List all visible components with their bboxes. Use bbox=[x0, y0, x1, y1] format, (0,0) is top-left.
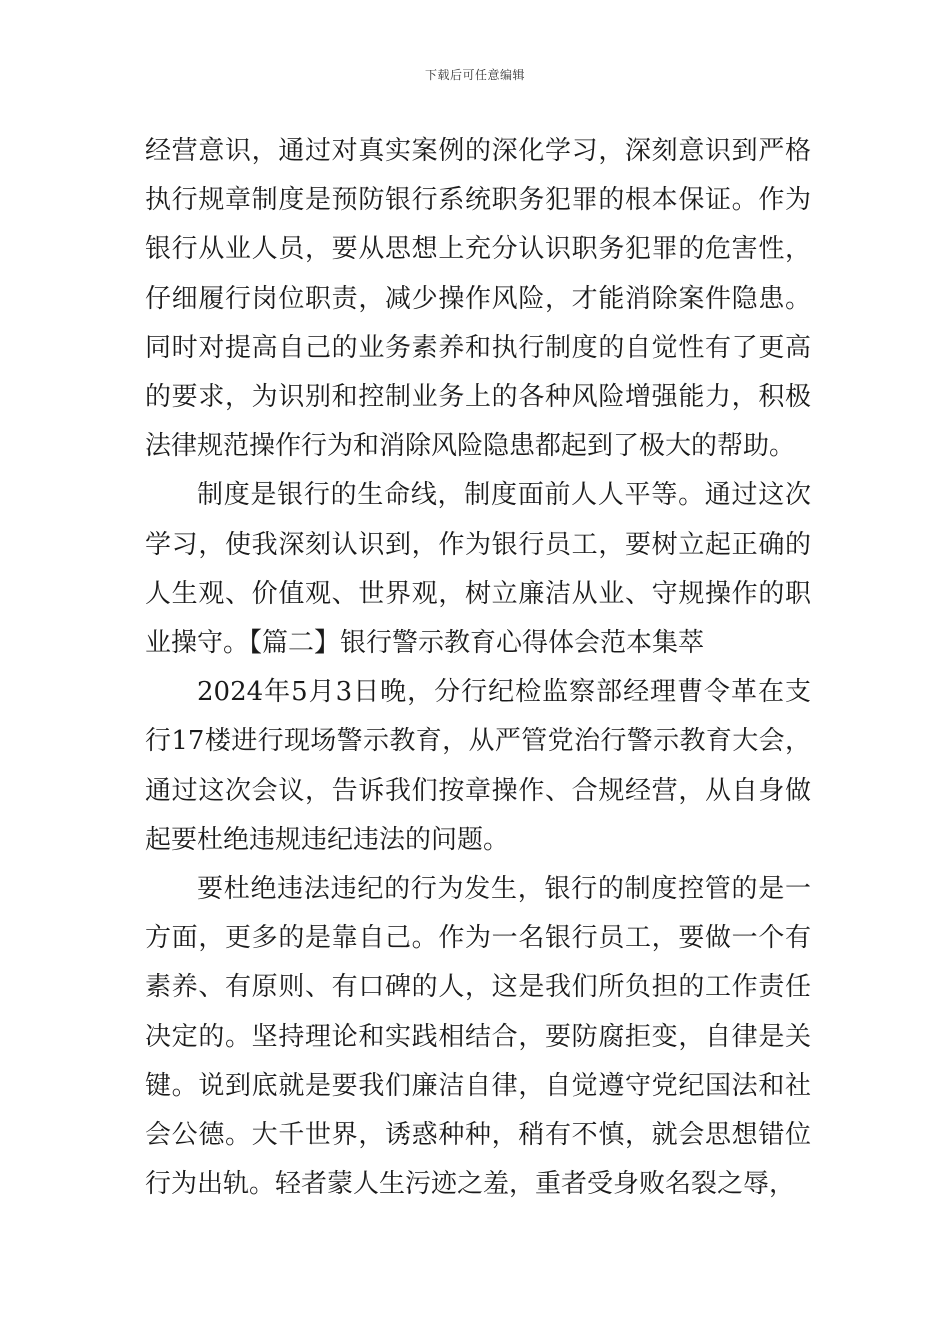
paragraph-1: 经营意识，通过对真实案例的深化学习，深刻意识到严格执行规章制度是预防银行系统职务犯罪的根本保证。作为银行从业人员，要从思想上充分认识职务犯罪的危害性，仔细履行岗位职责，减少操作风险，才能消除案件隐患。同时对提高自己的业务素养和执行制度的自觉性有了更高的要求，为识别和控制业务上的各种风险增强能力，积极法律规范操作行为和消除风险隐患都起到了极大的帮助。 bbox=[145, 136, 811, 462]
document-body bbox=[145, 127, 811, 1209]
paragraph-4: 要杜绝违法违纪的行为发生，银行的制度控管的是一方面，更多的是靠自己。作为一名银行员工，要做一个有素养、有原则、有口碑的人，这是我们所负担的工作责任决定的。坚持理论和实践相结合，要防腐拒变，自律是关键。说到底就是要我们廉洁自律，自觉遵守党纪国法和社会公德。大千世界，诱惑种种，稍有不慎，就会思想错位行为出轨。轻者蒙人生污迹之羞，重者受身败名裂之辱， bbox=[145, 874, 811, 1200]
header-note: 下载后可任意编辑 bbox=[424, 68, 525, 82]
paragraph-3: 2024年5月3日晚，分行纪检监察部经理曹令革在支行17楼进行现场警示教育，从严管党治行警示教育大会，通过这次会议，告诉我们按章操作、合规经营，从自身做起要杜绝违规违纪违法的问题。 bbox=[145, 677, 811, 855]
paragraph-2: 制度是银行的生命线，制度面前人人平等。通过这次学习，使我深刻认识到，作为银行员工，要树立起正确的人生观、价值观、世界观，树立廉洁从业、守规操作的职业操守。【篇二】银行警示教育心得体会范本集萃 bbox=[145, 480, 811, 659]
